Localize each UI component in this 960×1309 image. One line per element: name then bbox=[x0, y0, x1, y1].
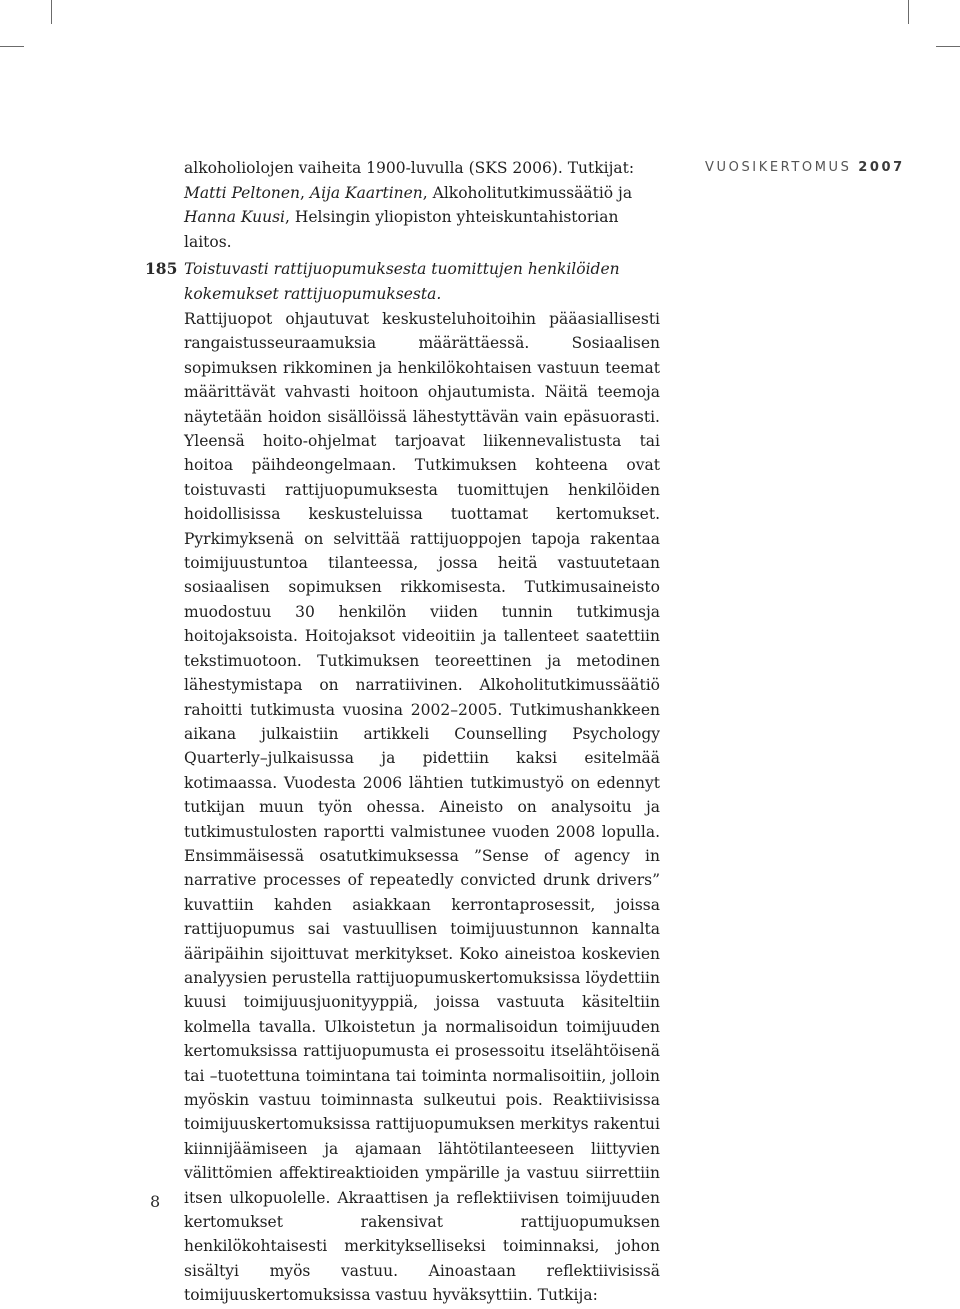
continuation-text-2: , bbox=[300, 183, 310, 202]
researcher-name-1: Matti Peltonen bbox=[184, 183, 301, 202]
crop-mark-left bbox=[0, 46, 24, 47]
crop-mark-top-right bbox=[908, 0, 909, 24]
continuation-text-3: , Alkoholitutkimussäätiö ja bbox=[422, 183, 633, 202]
previous-entry-continuation bbox=[184, 156, 664, 254]
running-head-title: VUOSIKERTOMUS bbox=[705, 160, 852, 175]
researcher-name-3: Hanna Kuusi bbox=[184, 208, 286, 226]
running-head bbox=[705, 160, 905, 175]
entry-number: 185 bbox=[145, 259, 178, 278]
page-number: 8 bbox=[150, 1192, 161, 1211]
crop-mark-top-left bbox=[51, 0, 52, 24]
crop-mark-right bbox=[936, 46, 960, 47]
entry-title: Toistuvasti rattijuopumuksesta tuomittujen henkilöiden kokemukset rattijuopumuksesta. bbox=[184, 260, 620, 303]
running-head-year: 2007 bbox=[858, 160, 905, 175]
continuation-text-1: alkoholiolojen vaiheita 1900-luvulla (SKS 2006). Tutkijat: bbox=[184, 159, 635, 177]
researcher-name-2: Aija Kaartinen bbox=[309, 183, 423, 202]
entry-body: Rattijuopot ohjautuvat keskusteluhoitoihin pääasiallisesti rangaistusseuraamuksia määrättäessä. Sosiaalisen sopimuksen rikkominen ja henkilökohtaisen vastuun teemat määrittävät vahvasti hoitoon ohjautumista. Näitä teemoja näytetään hoidon sisällöissä lähestyttävän vain epäsuorasti. Yleensä hoito-ohjelmat tarjoavat liikennevalistusta tai hoitoa päihdeongelmaan. Tutkimuksen kohteena ovat toistuvasti rattijuopumuksesta tuomittujen henkilöiden hoidollisissa keskusteluissa tuottamat kertomukset. Pyrkimyksenä on selvittää rattijuoppojen tapoja rakentaa toimijuustuntoa tilanteessa, jossa heitä vastuutetaan sosiaalisen sopimuksen rikkomisesta. Tutkimusaineisto muodostuu 30 henkilön viiden tunnin tutkimusja hoitojaksoista. Hoitojaksot videoitiin ja tallenteet saatettiin tekstimuotoon. Tutkimuksen teoreettinen ja metodinen lähestymistapa on narratiivinen. Alkoholitutkimussäätiö rahoitti tutkimusta vuosina 2002–2005. Tutkimushankkeen aikana julkaistiin artikkeli Counselling Psychology Quarterly–julkaisussa ja pidettiin kaksi esitelmää kotimaassa. Vuodesta 2006 lähtien tutkimustyö on edennyt tutkijan muun työn ohessa. Aineisto on analysoitu ja tutkimustulosten raportti valmistunee vuoden 2008 lopulla. Ensimmäisessä osatutkimuksessa ”Sense of agency in narrative processes of repeatedly convicted drunk drivers” kuvattiin kahden asiakkaan kerrontaprosessit, joissa rattijuopumus sai vastuullisen toimijuustunnon kannalta ääripäihin sijoittuvat merkitykset. Koko aineistoa koskevien analyysien perustella rattijuopumuskertomuksissa löydettiin kuusi toimijuusjuonityyppiä, joissa vastuuta käsiteltiin kolmella tavalla. Ulkoistetun ja normalisoidun toimijuuden kertomuksissa rattijuopumusta ei prosessoitu itselähtöisenä tai –tuotettuna toimintana tai toiminta normalisoitiin, jolloin myöskin vastuu toiminnasta sulkeutui pois. Reaktiivisissa toimijuuskertomuksissa rattijuopumuksen merkitys rakentui kiinnijäämiseen ja ajamaan lähtötilanteeseen liittyvien välittömien affektireaktioiden ympärille ja vastuu siirrettiin itsen ulkopuolelle. Akraattisen ja reflektiivisen toimijuuden kertomukset rakensivat rattijuopumuksen henkilökohtaisesti merkitykselliseksi toiminnaksi, johon sisältyi myös vastuu. Ainoastaan reflektiivisissä toimijuuskertomuksissa vastuu hyväksyttiin. Tutkija: bbox=[184, 310, 660, 1305]
continuation-text-4: , Helsingin yliopiston yhteiskuntahistorian laitos. bbox=[184, 208, 619, 251]
